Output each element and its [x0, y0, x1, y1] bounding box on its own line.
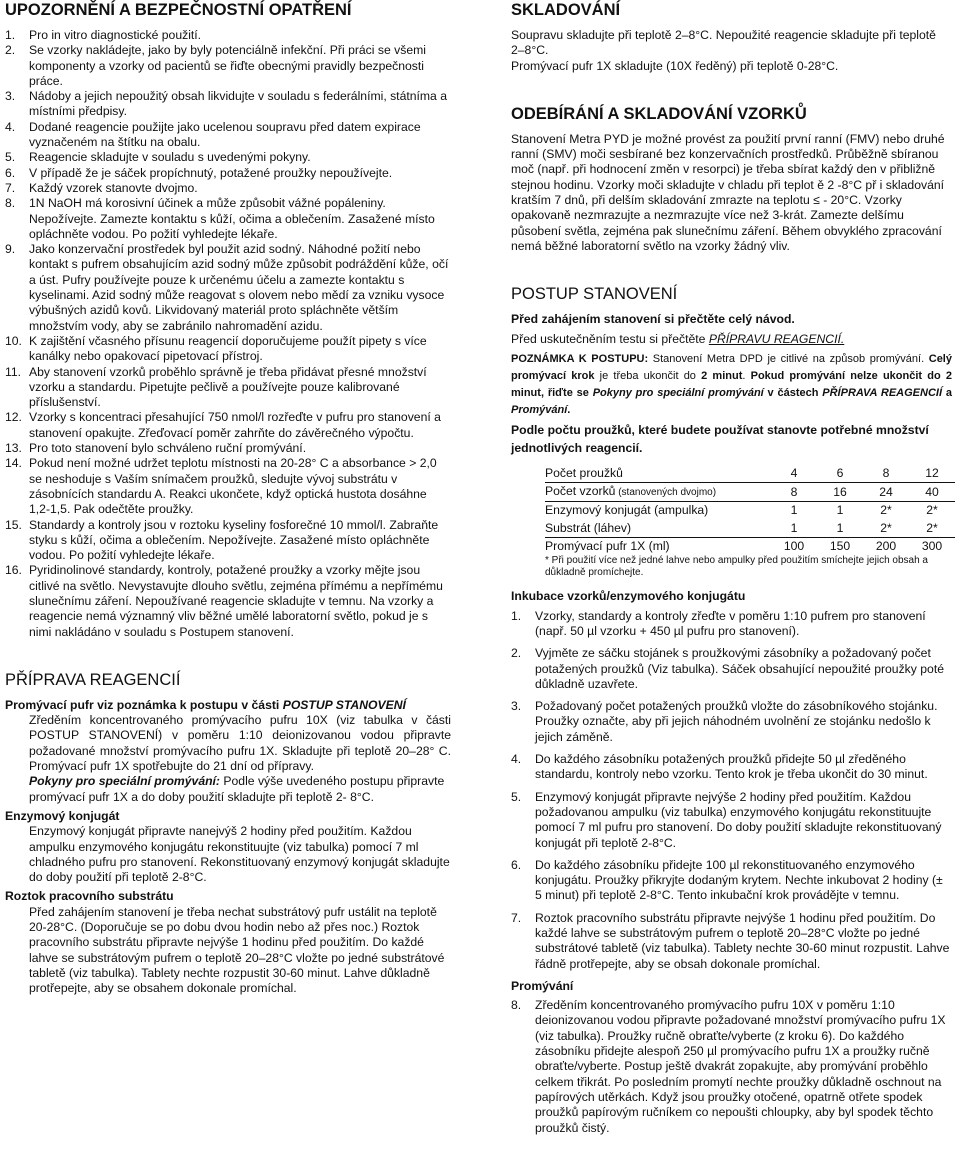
reagent-value: 6: [817, 465, 863, 483]
special-wash-label: Pokyny pro speciální promývání:: [29, 774, 220, 789]
reagent-value: 1: [771, 520, 817, 538]
special-wash-paragraph: [5, 774, 451, 805]
reagent-label-text: Substrát (láhev): [545, 520, 632, 535]
washing-step: [511, 998, 952, 1136]
enzyme-heading: Enzymový konjugát: [5, 808, 120, 823]
washing-step-number: 8.: [511, 998, 522, 1013]
procedure-read-paragraph: [511, 332, 952, 347]
warning-item-number: 13.: [5, 441, 22, 456]
reagent-value: 2*: [880, 503, 892, 518]
wash-buffer-heading-text: Promývací pufr viz poznámka k postupu v části: [5, 697, 283, 712]
warning-item: [5, 242, 451, 334]
washing-heading: Promývání: [511, 978, 574, 993]
reagent-row-label: [545, 465, 771, 483]
warning-item-text: Dodané reagencie použijte jako ucelenou soupravu před datem expirace vyznačeném na štítku na obalu.: [29, 119, 421, 150]
note-text-j: a: [942, 386, 952, 399]
incubation-step: [511, 790, 952, 851]
reagent-value: 2*: [909, 520, 955, 538]
warning-item-text: Standardy a kontroly jsou v roztoku kyseliny fosforečné 10 mmol/l. Zabraňte styku s kůží, očima a oblečením. Nepožívejte. Zasažené místo opláchněte vodou. Po požití vyhledejte lékaře.: [29, 517, 439, 563]
note-text-b: Celý promývací krok: [511, 352, 952, 382]
reagent-value: 200: [875, 539, 897, 554]
warning-item-text: Aby stanovení vzorků proběhlo správně je třeba přidávat přesné množství vzorku a standardu. Pipetujte pečlivě a používejte pouze kalibrované příslušenství.: [29, 364, 427, 410]
procedure-title: POSTUP STANOVENÍ: [511, 285, 678, 304]
table-intro: Podle počtu proužků, které budete používat stanovte potřebné množství jednotlivých reagencií.: [511, 422, 929, 455]
note-text-h: v částech: [763, 386, 823, 399]
note-text-a: Stanovení Metra DPD je citlivé na způsob promývání.: [648, 352, 929, 365]
warning-item-text: Pyridinolinové standardy, kontroly, potažené proužky a vzorky mějte jsou citlivé na světlo. Nevystavujte dlouho světlu, zejména přímému a nepřímému slunečnímu záření. Nepoužívané reagencie skladujte v temnu. Na vzorky a reagencie nemá významný vliv běžné umělé laboratorní světlo, pokud je s nimi nakládáno v souladu s Postupem stanovení.: [29, 563, 443, 639]
washing-steps: [511, 998, 952, 1136]
warning-item-number: 8.: [5, 196, 16, 211]
storage-paragraph-1: Soupravu skladujte při teplotě 2–8°C. Nepoužité reagencie skladujte při teplotě 2–8°C.: [511, 28, 936, 58]
warning-item: [5, 334, 451, 365]
incubation-step: [511, 646, 952, 692]
note-text-c: je třeba ukončit do: [594, 369, 702, 382]
wash-buffer-paragraph: Zředěním koncentrovaného promývacího pufru 10X (viz tabulka v části POSTUP STANOVENÍ) v poměru 1:10 deionizovanou vodou připravte požadované množství promývacího pufru 1X. Skladujte při teplotě 20–28° C. Promývací pufr 1X spotřebujte do 21 dní od přípravy.: [29, 713, 451, 774]
incubation-heading: Inkubace vzorků/enzymového konjugátu: [511, 589, 746, 604]
warning-item: [5, 150, 451, 165]
reagent-value: 100: [783, 539, 805, 554]
warning-item: [5, 365, 451, 411]
warning-item-text: K zajištění včasného přísunu reagencií doporučujeme použít pipety s více kanálky nebo opakovací pipetovací přístroj.: [29, 333, 427, 364]
reagent-value: 8: [771, 483, 817, 502]
warning-item-number: 11.: [5, 364, 22, 379]
warning-item: [5, 166, 451, 181]
warning-item: [5, 563, 451, 639]
incubation-step-text: Do každého zásobníku přidejte 100 µl rekonstituovaného enzymového konjugátu. Proužky přikryjte dodaným krytem. Nechte inkubovat 2 hodiny (± 5 minut) při teplotě 2-8°C. Tento inkubační krok provádějte v temnu.: [535, 857, 943, 903]
incubation-steps: [511, 609, 952, 972]
warning-item: [5, 196, 451, 242]
reagent-value: 150: [829, 539, 851, 554]
warning-item-number: 9.: [5, 242, 16, 257]
warning-item: [5, 89, 451, 120]
procedure-read-heading: Před zahájením stanovení si přečtěte celý návod.: [511, 312, 795, 327]
reagent-label-text: Počet proužků: [545, 465, 623, 480]
warning-item: [5, 441, 451, 456]
left-column: [5, 0, 451, 997]
incubation-step-text: Požadovaný počet potažených proužků vložte do zásobníkového stojánku. Proužky označte, aby při jejich náhodném uvolnění ze stojánku nedošlo k jejich záměně.: [535, 699, 938, 744]
special-wash-text: Podle výše uvedeného postupu připravte promývací pufr 1X a do doby použití skladujte při teplotě 2- 8°C.: [29, 774, 445, 804]
reagent-value: 12: [909, 465, 955, 483]
incubation-step-text: Enzymový konjugát připravte nejvýše 2 hodiny před použitím. Každou požadovanou ampulku (viz tabulka) enzymového konjugátu rekonstituujte pomocí 7 ml pufru pro stanovení. Do doby použití skladujte rekonstituovaný konjugát při teplotě 2-8°C.: [535, 789, 942, 850]
warning-item: [5, 456, 451, 517]
warning-item-text: Se vzorky nakládejte, jako by byly potenciálně infekční. Při práci se všemi komponenty a vzorky od pacientů se řiďte obecnými pravidly bezpečnosti práce.: [29, 43, 426, 88]
warning-item-number: 16.: [5, 563, 22, 578]
warning-item: [5, 181, 451, 196]
incubation-step-number: 7.: [511, 910, 522, 925]
reagent-value: 2*: [863, 520, 909, 538]
storage-title: SKLADOVÁNÍ: [511, 1, 621, 19]
reagent-value: 8: [863, 465, 909, 483]
warning-item-number: 1.: [5, 28, 16, 42]
reagent-value: 16: [817, 483, 863, 502]
warnings-title: UPOZORNĚNÍ A BEZPEČNOSTNÍ OPATŘENÍ: [5, 1, 352, 19]
incubation-step: [511, 752, 952, 783]
incubation-step: [511, 858, 952, 904]
warnings-list: [5, 28, 451, 640]
incubation-step-number: 1.: [511, 608, 522, 623]
note-text-e: .: [742, 369, 751, 382]
reagent-value: 4: [771, 465, 817, 483]
collection-title: ODEBÍRÁNÍ A SKLADOVÁNÍ VZORKŮ: [511, 104, 807, 123]
incubation-step-number: 3.: [511, 699, 522, 714]
reagent-value: 24: [863, 483, 909, 502]
procedure-read-ref: PŘÍPRAVU REAGENCIÍ.: [708, 331, 845, 346]
note-label: POZNÁMKA K POSTUPU:: [511, 352, 649, 365]
incubation-step-number: 5.: [511, 789, 522, 804]
reagent-table: [545, 465, 955, 555]
reagent-value: 1: [817, 520, 863, 538]
substrate-heading: Roztok pracovního substrátu: [5, 889, 174, 904]
incubation-step-number: 2.: [511, 646, 522, 661]
note-text-g: Pokyny pro speciální promývání: [592, 386, 764, 399]
warning-item-text: V případě že je sáček propíchnutý, potažené proužky nepoužívejte.: [29, 165, 393, 180]
warning-item-number: 6.: [5, 165, 16, 180]
incubation-step-number: 6.: [511, 857, 522, 872]
warning-item-text: Jako konzervační prostředek byl použit azid sodný. Náhodné požití nebo kontakt s pufrem obsahujícím azid sodný může způsobit podráždění kůže, očí a úst. Pufry používejte pouze k určenému účelu a zamezte kontaktu s kyselinami. Azid sodný může reagovat s olovem nebo mědí za vzniku vysoce výbušných azidů kovů. Likvidovaný materiál proto spláchněte větším množstvím vody, aby se zabránilo nahromadění azidu.: [29, 242, 449, 333]
warning-item-number: 4.: [5, 119, 16, 134]
reagent-row: [545, 538, 955, 556]
reagent-row: [545, 465, 955, 483]
warning-item-text: Pro toto stanovení bylo schváleno ruční promývání.: [29, 441, 307, 456]
note-text-d: 2 minut: [701, 369, 743, 382]
storage-paragraph-2: Promývací pufr 1X skladujte (10X ředěný) při teplotě 0-28°C.: [511, 58, 839, 73]
collection-paragraph: Stanovení Metra PYD je možné provést za použití první ranní (FMV) nebo druhé ranní (SMV) moči sesbírané bez konzervačních prostředků. Průběžně sbíranou moč (např. při hodnocení změn v resorpci) je třeba sbírat každý den v přibližně stejnou hodinu. Vzorky moči skladujte v chladu při teplot ě 2 -8°C př i skladování kratším 7 dnů, při delším skladování zmrazte na teplotu ≤ - 20°C. Vzorky opakovaně nezmrazujte a nezmrazujte více než 3-krát. Zamezte delšímu působení světla, zejména pak slunečnímu záření. Během obvyklého zpracování nemá běžné laboratorní světlo na vzorky žádný vliv.: [511, 131, 945, 253]
warning-item: [5, 518, 451, 564]
warning-item-text: Pro in vitro diagnostické použití.: [29, 28, 202, 42]
incubation-step-text: Vzorky, standardy a kontroly zřeďte v poměru 1:10 pufrem pro stanovení (např. 50 µl vzorku + 450 µl pufru pro stanovení).: [535, 608, 926, 638]
reagent-value: 40: [909, 483, 955, 502]
reagent-label-note: (stanovených dvojmo): [615, 487, 717, 499]
prep-title: PŘÍPRAVA REAGENCIÍ: [5, 670, 181, 689]
reagent-label-text: Enzymový konjugát (ampulka): [545, 503, 709, 518]
warning-item: [5, 120, 451, 151]
warning-item-text: Pokud není možné udržet teplotu místnosti na 20-28° C a absorbance > 2,0 se neshoduje s Vaším snímačem proužků, sledujte vývoj substrátu v zásobnících standardu A. Reakci ukončete, když optická hustota dosáhne 1,2-1,5. Pak odečtěte proužky.: [29, 456, 437, 517]
warning-item-text: Nádoby a jejich nepoužitý obsah likvidujte v souladu s federálními, státníma a místními předpisy.: [29, 89, 447, 119]
warning-item-number: 15.: [5, 517, 22, 532]
reagent-row: [545, 520, 955, 538]
incubation-step: [511, 911, 952, 972]
reagent-value: 2*: [926, 503, 938, 518]
incubation-step: [511, 699, 952, 745]
warning-item: [5, 43, 451, 89]
warning-item-text: 1N NaOH má korosivní účinek a může způsobit vážné popáleniny. Nepožívejte. Zamezte kontaktu s kůží, očima a oblečením. Zasažené místo opláchněte vodou. Po požití vyhledejte lékaře.: [29, 196, 435, 241]
note-text-f: Pokud promývání nelze ukončit do 2 minut, řiďte se: [511, 369, 952, 399]
warning-item-number: 5.: [5, 150, 16, 165]
note-text-k: Promývání: [511, 403, 568, 416]
reagent-row: [545, 483, 955, 502]
enzyme-paragraph: Enzymový konjugát připravte nanejvýš 2 hodiny před použitím. Každou ampulku enzymového konjugátu rekonstituujte (viz tabulka) pomocí 7 ml chladného pufru pro stanovení. Rekonstituovaný enzymový konjugát skladujte do doby použití při teplotě 2-8°C.: [29, 824, 450, 885]
washing-step-text: Zředěním koncentrovaného promývacího pufru 10X v poměru 1:10 deionizovanou vodou připravte požadované množství promývacího pufru 1X (viz tabulka). Proužky ručně obraťte/vyberte (z kroku 6). Do každého zásobníku přidejte alespoň 250 µl promývacího pufru 1X a proužky ručně obraťte/vyberte. Postup ještě dvakrát zopakujte, aby promývání proběhlo celkem třikrát. Po posledním promytí nechte proužky důkladně oschnout na papírových utěrkách. Když jsou proužky otočené, opatrně otřete spodek proužků papírovým ručníkem co nepoušti chloupky, aby byl spodek těchto proužků čistý.: [535, 998, 946, 1135]
reagent-row-label: [545, 502, 771, 520]
note-text-i: PŘÍPRAVA REAGENCIÍ: [822, 386, 943, 399]
warning-item-number: 14.: [5, 456, 22, 471]
warning-item-number: 12.: [5, 410, 22, 425]
warning-item-number: 2.: [5, 43, 16, 58]
reagent-value: 1: [790, 503, 798, 518]
wash-buffer-heading-ref: POSTUP STANOVENÍ: [282, 697, 406, 712]
table-footnote: * Při použití více než jedné lahve nebo ampulky před použitím smíchejte jejich obsah a důkladně promíchejte.: [545, 555, 928, 579]
incubation-step: [511, 609, 952, 640]
right-column: [511, 0, 952, 1143]
reagent-value: 1: [836, 503, 844, 518]
incubation-step-text: Roztok pracovního substrátu připravte nejvýše 1 hodinu před použitím. Do každé lahve se substrátovým pufrem o teplotě 20–28°C vložte po jedné substrátové tabletě (viz tabulka). Tablety nechte 30-60 minut rozpustit. Lahve řádně protřepejte, aby se obsah dokonale promíchal.: [535, 910, 950, 971]
warning-item: [5, 28, 451, 43]
reagent-row-label: [545, 483, 771, 502]
incubation-step-number: 4.: [511, 752, 522, 767]
wash-buffer-heading: [5, 698, 451, 713]
warning-item-number: 7.: [5, 180, 16, 195]
procedure-note: [511, 351, 952, 419]
procedure-read-text: Před uskutečněním testu si přečtěte: [511, 331, 709, 346]
incubation-step-text: Vyjměte ze sáčku stojánek s proužkovými zásobníky a požadovaný počet potažených proužků (Viz tabulka). Sáček obsahující nepoužité proužky poté důkladně uzavřete.: [535, 646, 944, 691]
warning-item-text: Každý vzorek stanovte dvojmo.: [29, 180, 198, 195]
reagent-row-label: [545, 538, 771, 556]
warning-item-number: 3.: [5, 89, 16, 104]
incubation-step-text: Do každého zásobníku potažených proužků přidejte 50 µl zředěného standardu, kontroly nebo vzorku. Tento krok je třeba ukončit do 30 minut.: [535, 752, 928, 782]
substrate-paragraph: Před zahájením stanovení je třeba nechat substrátový pufr ustálit na teplotě 20-28°C. (Doporučuje se po dobu dvou hodin nebo až přes noc.) Roztok pracovního substrátu připravte nejvýše 1 hodinu před použitím. Do každé lahve se substrátovým pufrem o teplotě 20–28°C vložte po jedné substrátové tabletě (viz tabulka). Tablety nechte rozpustit 30-60 minut. Lahve důkladně protřepejte, aby se obsahem dokonale promíchal.: [29, 904, 445, 996]
note-text-l: .: [567, 403, 571, 416]
reagent-row-label: [545, 520, 771, 538]
reagent-value: 300: [921, 539, 943, 554]
warning-item-number: 10.: [5, 333, 22, 348]
reagent-label-text: Počet vzorků: [545, 484, 616, 499]
reagent-row: [545, 502, 955, 520]
warning-item-text: Reagencie skladujte v souladu s uvedenými pokyny.: [29, 150, 311, 165]
reagent-label-text: Promývací pufr 1X (ml): [545, 539, 670, 554]
warning-item-text: Vzorky s koncentraci přesahující 750 nmol/l rozřeďte v pufru pro stanovení a stanovení opakujte. Zřeďovací poměr zahrňte do závěrečného výpočtu.: [29, 410, 441, 440]
warning-item: [5, 410, 451, 441]
